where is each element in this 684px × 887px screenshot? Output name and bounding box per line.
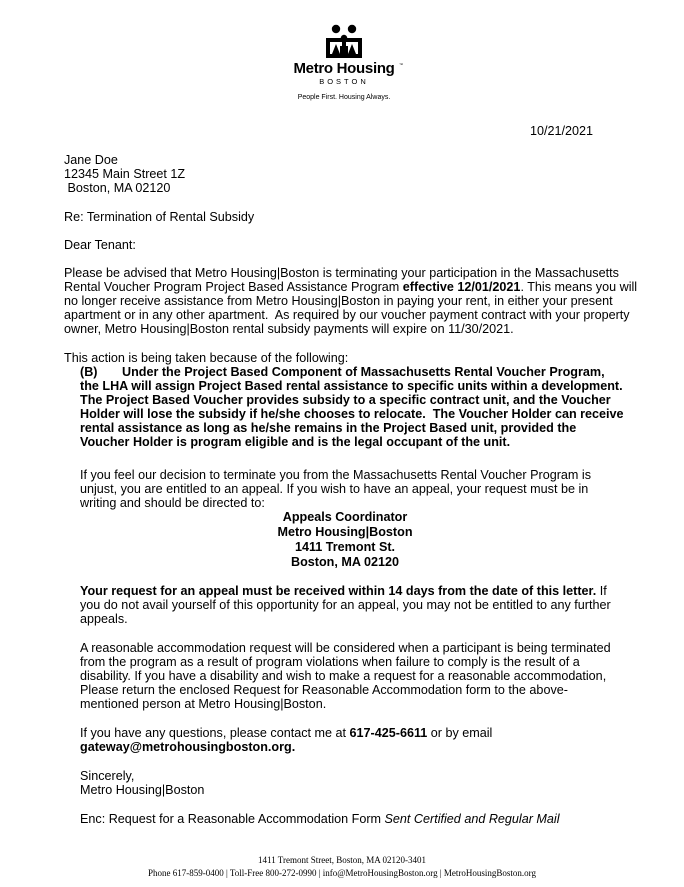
appeals-city: Boston, MA 02120: [290, 555, 399, 569]
intro-line-4: apartment or in any other apartment. As required by our voucher payment contract with your property: [64, 308, 630, 322]
reason-line-4: Holder will lose the subsidy if he/she chooses to relocate. The Voucher Holder can receive: [80, 407, 624, 421]
deadline-line-1: Your request for an appeal must be received within 14 days from the date of this letter. If: [80, 584, 607, 598]
accommodation-line-4: Please return the enclosed Request for Reasonable Accommodation form to the above-: [80, 683, 568, 697]
appeals-org: Metro Housing|Boston: [277, 525, 413, 539]
recipient-name: Jane Doe: [64, 153, 118, 167]
recipient-street: 12345 Main Street 1Z: [64, 167, 186, 181]
appeals-title: Appeals Coordinator: [282, 510, 408, 524]
accommodation-line-1: A reasonable accommodation request will be considered when a participant is being terminated: [80, 641, 611, 655]
intro-line-1: Please be advised that Metro Housing|Boston is terminating your participation in the Massachusetts: [64, 266, 619, 280]
contact-line-1: If you have any questions, please contact me at 617-425-6611 or by email: [80, 726, 493, 740]
intro-line-2: Rental Voucher Program Project Based Assistance Program effective 12/01/2021. This means you will: [64, 280, 638, 294]
recipient-city: Boston, MA 02120: [64, 181, 171, 195]
reason-line-5: rental assistance as long as he/she remains in the Project Based unit, provided the: [80, 421, 577, 435]
effective-date: effective 12/01/2021: [402, 280, 521, 294]
appeals-street: 1411 Tremont St.: [294, 540, 396, 554]
intro-line-5: owner, Metro Housing|Boston rental subsidy payments will expire on 11/30/2021.: [64, 322, 514, 336]
reason-lead: This action is being taken because of the following:: [64, 351, 349, 365]
letter-date: 10/21/2021: [530, 124, 594, 138]
appeal-line-3: writing and should be directed to:: [80, 496, 265, 510]
contact-email: gateway@metrohousingboston.org.: [80, 740, 296, 754]
salutation: Dear Tenant:: [64, 238, 136, 252]
reason-line-1: (B) Under the Project Based Component of Massachusetts Rental Voucher Program,: [80, 365, 605, 379]
accommodation-line-5: mentioned person at Metro Housing|Boston.: [80, 697, 327, 711]
closing-sincerely: Sincerely,: [80, 769, 135, 783]
footer-contacts: Phone 617-859-0400 | Toll-Free 800-272-0990 | info@MetroHousingBoston.org | MetroHousingBoston.org: [147, 868, 537, 878]
contact-phone: 617-425-6611: [349, 726, 428, 740]
mailing-note: Sent Certified and Regular Mail: [384, 812, 560, 826]
logo-wordmark: Metro Housing: [293, 60, 395, 77]
metro-housing-logo: [284, 24, 404, 104]
appeal-line-2: unjust, you are entitled to an appeal. If you wish to have an appeal, your request must be in: [80, 482, 589, 496]
closing-org: Metro Housing|Boston: [80, 783, 205, 797]
footer-address: 1411 Tremont Street, Boston, MA 02120-3401: [258, 855, 426, 865]
reason-line-6: Voucher Holder is program eligible and is the legal occupant of the unit.: [80, 435, 511, 449]
reason-line-3: The Project Based Voucher provides subsidy to a specific contract unit, and the Voucher: [80, 393, 611, 407]
enclosure-line: Enc: Request for a Reasonable Accommodation Form Sent Certified and Regular Mail: [80, 812, 560, 826]
reason-line-2: the LHA will assign Project Based rental assistance to specific units within a development.: [80, 379, 623, 393]
logo-trademark: ™: [399, 62, 403, 67]
accommodation-line-2: from the program as a result of program violations when failure to comply is the result of a: [80, 655, 580, 669]
accommodation-line-3: disability. If you have a disability and wish to make a request for a reasonable accommodation,: [80, 669, 607, 683]
intro-line-3: no longer receive assistance from Metro Housing|Boston in paying your rent, in either your present: [64, 294, 613, 308]
family-icon: [322, 24, 366, 60]
logo-tagline: People First. Housing Always.: [297, 94, 391, 101]
appeal-line-1: If you feel our decision to terminate you from the Massachusetts Rental Voucher Program is: [80, 468, 591, 482]
logo-city: BOSTON: [319, 77, 369, 86]
subject-line: Re: Termination of Rental Subsidy: [64, 210, 255, 224]
deadline-line-3: appeals.: [80, 612, 128, 626]
deadline-line-2: you do not avail yourself of this opportunity for an appeal, you may not be entitled to any further: [80, 598, 611, 612]
